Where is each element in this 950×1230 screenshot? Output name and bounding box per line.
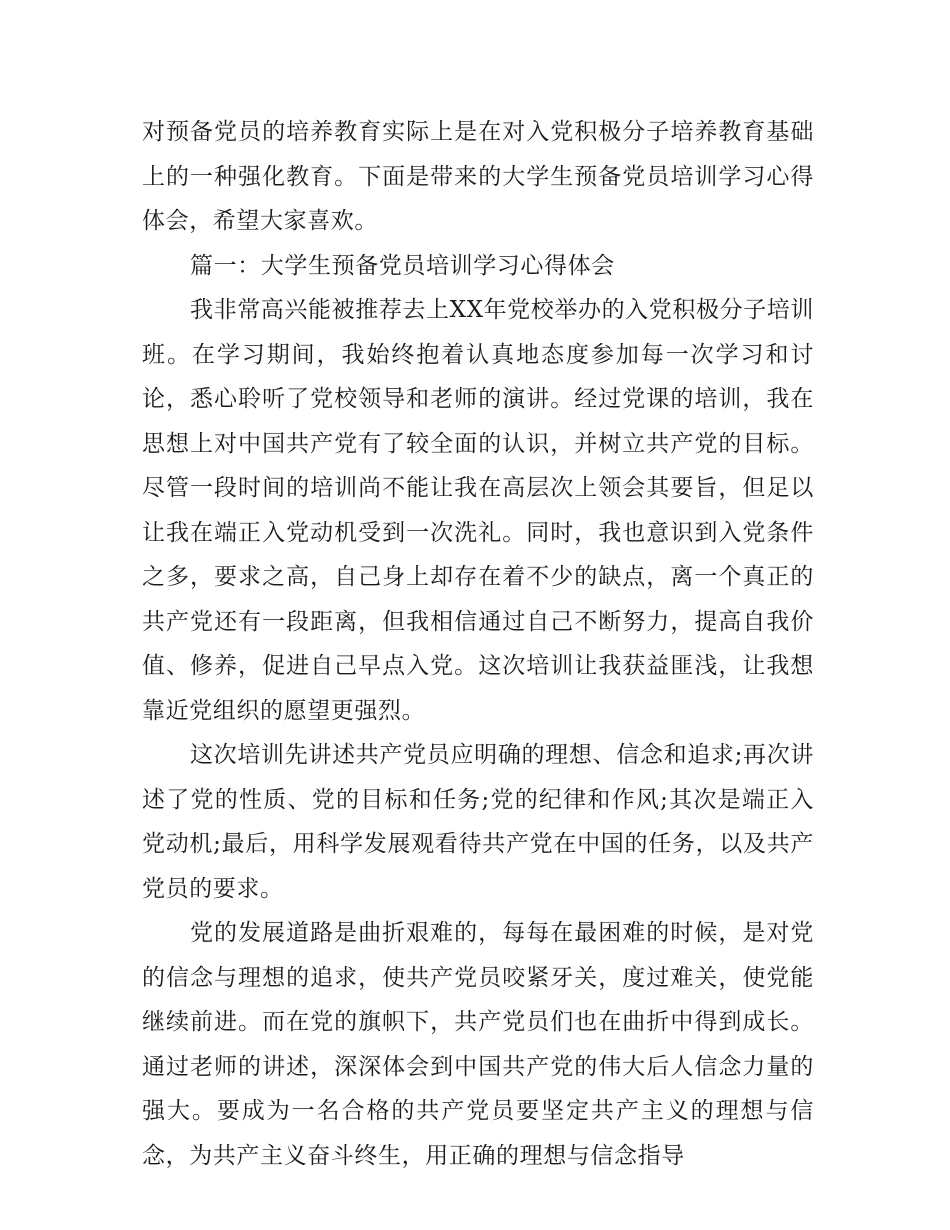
intro-paragraph: 对预备党员的培养教育实际上是在对入党积极分子培养教育基础上的一种强化教育。下面是带来的大学生预备党员培训学习心得体会，希望大家喜欢。 xyxy=(142,119,814,234)
section-heading: 篇一：大学生预备党员培训学习心得体会 xyxy=(190,252,615,279)
body-paragraph: 党的发展道路是曲折艰难的，每每在最困难的时候，是对党的信念与理想的追求，使共产党员咬紧牙关，度过难关，使党能继续前进。而在党的旗帜下，共产党员们也在曲折中得到成长。通过老师的讲述，深深体会到中国共产党的伟大后人信念力量的强大。要成为一名合格的共产党员要坚定共产主义的理想与信念，为共产主义奋斗终生，用正确的理想与信念指导 xyxy=(142,920,814,1169)
document-body xyxy=(142,110,814,1178)
body-paragraph: 这次培训先讲述共产党员应明确的理想、信念和追求;再次讲述了党的性质、党的目标和任务;党的纪律和作风;其次是端正入党动机;最后，用科学发展观看待共产党在中国的任务，以及共产党员的要求。 xyxy=(142,742,814,902)
body-paragraph: 我非常高兴能被推荐去上XX年党校举办的入党积极分子培训班。在学习期间，我始终抱着认真地态度参加每一次学习和讨论，悉心聆听了党校领导和老师的演讲。经过党课的培训，我在思想上对中国共产党有了较全面的认识，并树立共产党的目标。尽管一段时间的培训尚不能让我在高层次上领会其要旨，但足以让我在端正入党动机受到一次洗礼。同时，我也意识到入党条件之多，要求之高，自己身上却存在着不少的缺点，离一个真正的共产党还有一段距离，但我相信通过自己不断努力，提高自我价值、修养，促进自己早点入党。这次培训让我获益匪浅，让我想靠近党组织的愿望更强烈。 xyxy=(142,297,814,724)
